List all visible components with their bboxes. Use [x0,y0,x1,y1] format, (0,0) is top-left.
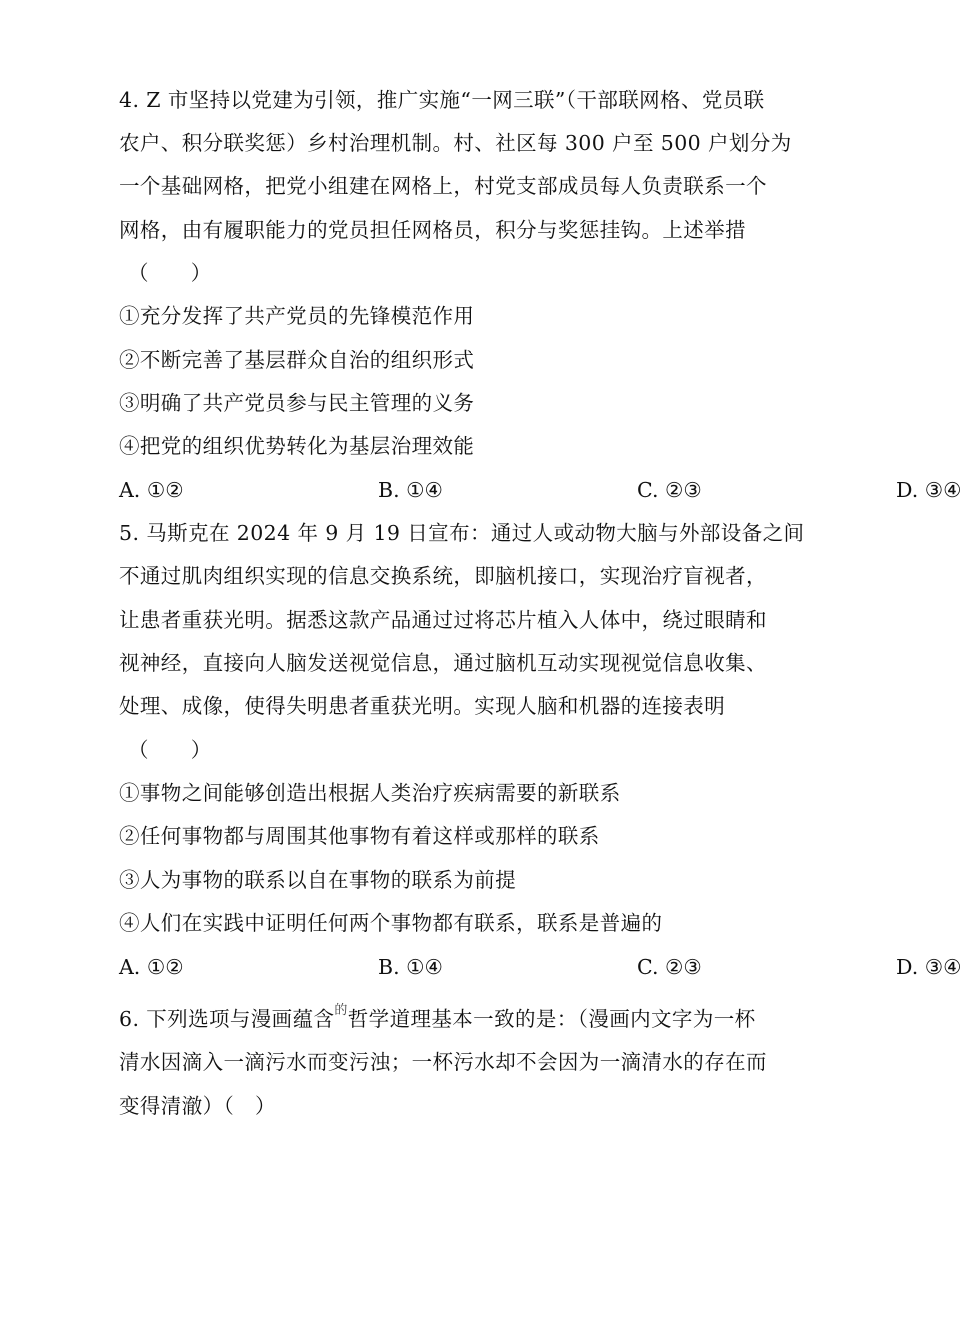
question-5-answer-blank: （ ） [128,738,212,762]
question-5-option-d[interactable]: D. ③④ [896,955,962,979]
question-4-option-c[interactable]: C. ②③ [637,478,702,502]
question-6-stem-line-2: 清水因滴入一滴污水而变污浊；一杯污水却不会因为一滴清水的存在而 [119,1050,767,1074]
question-5-stem-line-1: 5. 马斯克在 2024 年 9 月 19 日宣布：通过人或动物大脑与外部设备之间 [119,521,805,545]
question-5-option-a[interactable]: A. ①② [119,955,184,979]
question-5-stem-line-5: 处理、成像，使得失明患者重获光明。实现人脑和机器的连接表明 [119,694,726,718]
question-4-stem-line-3: 一个基础网格，把党小组建在网格上，村党支部成员每人负责联系一个 [119,174,767,198]
question-5-option-c[interactable]: C. ②③ [637,955,702,979]
question-4-stem-line-2: 农户、积分联奖惩）乡村治理机制。村、社区每 300 户至 500 户划分为 [119,131,792,155]
question-4-item-4: ④把党的组织优势转化为基层治理效能 [119,434,475,458]
question-4-item-1: ①充分发挥了共产党员的先锋模范作用 [119,304,475,328]
question-5-option-b[interactable]: B. ①④ [378,955,443,979]
question-4-item-3: ③明确了共产党员参与民主管理的义务 [119,391,475,415]
question-4-answer-blank: （ ） [128,261,212,285]
question-4-option-a[interactable]: A. ①② [119,478,184,502]
question-6-stem-line-3: 变得清澈）（ ） [119,1094,276,1118]
question-4-stem-line-4: 网格，由有履职能力的党员担任网格员，积分与奖惩挂钩。上述举措 [119,218,746,242]
question-5-item-3: ③人为事物的联系以自在事物的联系为前提 [119,868,517,892]
question-4-options [0,477,962,503]
question-4-item-2: ②不断完善了基层群众自治的组织形式 [119,348,475,372]
question-6-small-char: 的 [334,1003,348,1018]
question-5-item-1: ①事物之间能够创造出根据人类治疗疾病需要的新联系 [119,781,621,805]
question-5-options [0,954,962,980]
question-5-item-2: ②任何事物都与周围其他事物有着这样或那样的联系 [119,824,600,848]
question-5-stem-line-2: 不通过肌肉组织实现的信息交换系统，即脑机接口，实现治疗盲视者， [119,564,767,588]
question-5-stem-line-3: 让患者重获光明。据悉这款产品通过过将芯片植入人体中，绕过眼睛和 [119,608,767,632]
question-5-item-4: ④人们在实践中证明任何两个事物都有联系，联系是普遍的 [119,911,663,935]
question-6-stem-line-1 [119,1003,756,1036]
question-5-stem-line-4: 视神经，直接向人脑发送视觉信息，通过脑机互动实现视觉信息收集、 [119,651,767,675]
question-4-option-b[interactable]: B. ①④ [378,478,443,502]
question-6-stem-part-1: 6. 下列选项与漫画蕴含 [119,1007,335,1031]
question-4-stem-line-1: 4. Z 市坚持以党建为引领，推广实施“一网三联”（干部联网格、党员联 [119,88,765,112]
question-6-stem-part-2: 哲学道理基本一致的是：（漫画内文字为一杯 [347,1007,756,1031]
question-4-option-d[interactable]: D. ③④ [896,478,962,502]
